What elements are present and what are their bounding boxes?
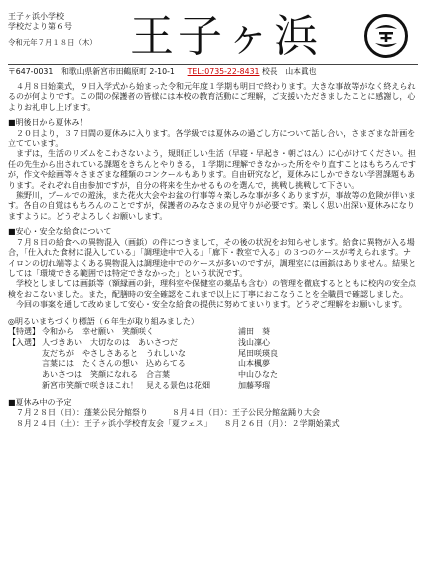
header-divider — [8, 64, 418, 65]
slogan-list — [8, 327, 418, 392]
slogan-row — [8, 349, 418, 360]
lunch-heading: ■安心・安全な給食について — [8, 227, 112, 237]
slogan-author: 浦田 葵 — [238, 326, 270, 336]
schedule-line-1: ７月２８日（日）：蓬莱公民分館祭り ８月４日（日）：王子公民分館盆踊り大会 — [16, 408, 320, 418]
summer-heading: ■明後日から夏休み！ — [8, 118, 88, 128]
slogan-row — [8, 338, 418, 349]
newsletter-body — [8, 82, 418, 429]
address-line — [8, 67, 420, 77]
slogan-text: 友だちが やさしさあると うれしいな — [42, 348, 186, 358]
slogan-author: 山本楓夢 — [238, 359, 270, 369]
summer-paragraph-3: 熊野川，プールでの遊泳，また花火大会やお盆の行事等々楽しみな事が多くありますが，事故等の危険が伴います。各自の自覚はもちろんのことですが，保護者のみなさまの見守りが必要です。楽しく思い出深い夏休みになりますように。どうぞよろしくお願いします。 — [8, 191, 416, 221]
slogan-text: 人づきあい 大切なのは あいさつだ — [42, 337, 178, 347]
lunch-paragraph-1: ７月８日の給食への異物混入（画鋲）の件につきまして，その後の状況をお知らせします。給食に異物が入る場合，「仕入れた食材に混入している」「調理途中で入る」「廊下・教室で入る」の３つのケースが考えられます。ナイロンの切れ端等よくある異物混入は調理途中でのケースが多いのですが，調理室には画鋲はありません。結果としては「環境できる範囲では特定できなかった」という状況です。 — [8, 237, 417, 278]
principal-name: 校長 山本眞也 — [262, 67, 317, 76]
slogan-author: 尾田咲瑛良 — [238, 348, 278, 358]
slogan-author: 中山ひなた — [238, 370, 278, 380]
slogan-text: 新宮市笑顔で咲きほこれ！ 見える景色は花畑 — [42, 380, 210, 390]
slogan-author: 浅山凜心 — [238, 337, 270, 347]
slogan-text: 令和から 幸せ願い 笑顔咲く — [42, 326, 154, 336]
issue-date: 令和元年７月１８日（木） — [8, 38, 97, 47]
intro-paragraph: ４月８日始業式，９日入学式から始まった令和元年度１学期も明日で終わります。大きな事故等がなく終えられるのが何よりです。この間の保護者の皆様には本校の教育活動にご理解，ご支援いただきましたことに感謝し，心よりお礼申し上げます。 — [8, 82, 416, 112]
school-phone: TEL:0735-22-8431 — [187, 67, 260, 76]
schedule-line-2: ８月２４日（土）：王子ヶ浜小学校育友会「夏フェス」 ８月２６日（月）：２学期始業式 — [16, 418, 340, 428]
slogan-row — [8, 381, 418, 392]
slogan-award — [8, 370, 42, 381]
summer-paragraph-2: まずは，生活のリズムをこわさないよう，規則正しい生活（早寝・早起き・朝ごはん）に心がけてください。担任の先生から出されている課題をきちんとやりきる，１学期に理解できなかった所をやり直すことはもちろんですが，作文や絵画等々さまざまな種類のコンクールもあります。自由研究など，夏休みにしかできない学習課題もあります。それぞれ自由参加ですが，自分の将来を生かせるものを選んで，挑戦し挑戦して下さい。 — [8, 149, 416, 190]
slogan-award — [8, 349, 42, 360]
slogan-text: あいさつは 笑顔になれる 合言葉 — [42, 370, 170, 380]
school-name: 王子ヶ浜小学校 — [8, 12, 64, 21]
slogan-award: 【入選】 — [8, 337, 40, 347]
schedule-heading: ■夏休み中の予定 — [8, 397, 72, 407]
slogan-author: 加藤琴瑠 — [238, 380, 270, 390]
slogan-heading: ◎明るいまちづくり標語（６年生が取り組みました） — [8, 316, 199, 326]
slogan-text: 言葉には たくさんの想い 込めらてる — [42, 359, 186, 369]
newsletter-number: 学校だより第６号 — [8, 22, 72, 31]
slogan-award: 【特選】 — [8, 326, 40, 336]
header-info — [8, 12, 148, 48]
summer-paragraph-1: ２０日より，３７日間の夏休みに入ります。各学級では夏休みの過ごし方について話し合い，さまざまな計画を立てています。 — [8, 128, 416, 149]
slogan-award — [8, 381, 42, 392]
slogan-award — [8, 359, 42, 370]
slogan-row — [8, 370, 418, 381]
newsletter-title: 王子ヶ浜 — [130, 11, 322, 62]
lunch-paragraph-3: 今回の事案を通して改めまして安心・安全な給食の提供に努めてまいります。どうぞご理解をお願いします。 — [16, 300, 407, 310]
lunch-paragraph-2: 学校としましては画鋲等（額縁画の針，理科室や保健室の薬品も含む）の管理を徹底するとともに校内の安全点検をおこないました。また，配膳時の安全確認をこれまで以上に丁寧におこなうことを全職員で確認しました。 — [8, 279, 416, 299]
slogan-row — [8, 359, 418, 370]
slogan-row — [8, 327, 418, 338]
school-address: 〒647-0031 和歌山県新宮市田鶴原町 2-10-1 — [8, 67, 175, 76]
school-emblem-icon — [364, 14, 408, 58]
